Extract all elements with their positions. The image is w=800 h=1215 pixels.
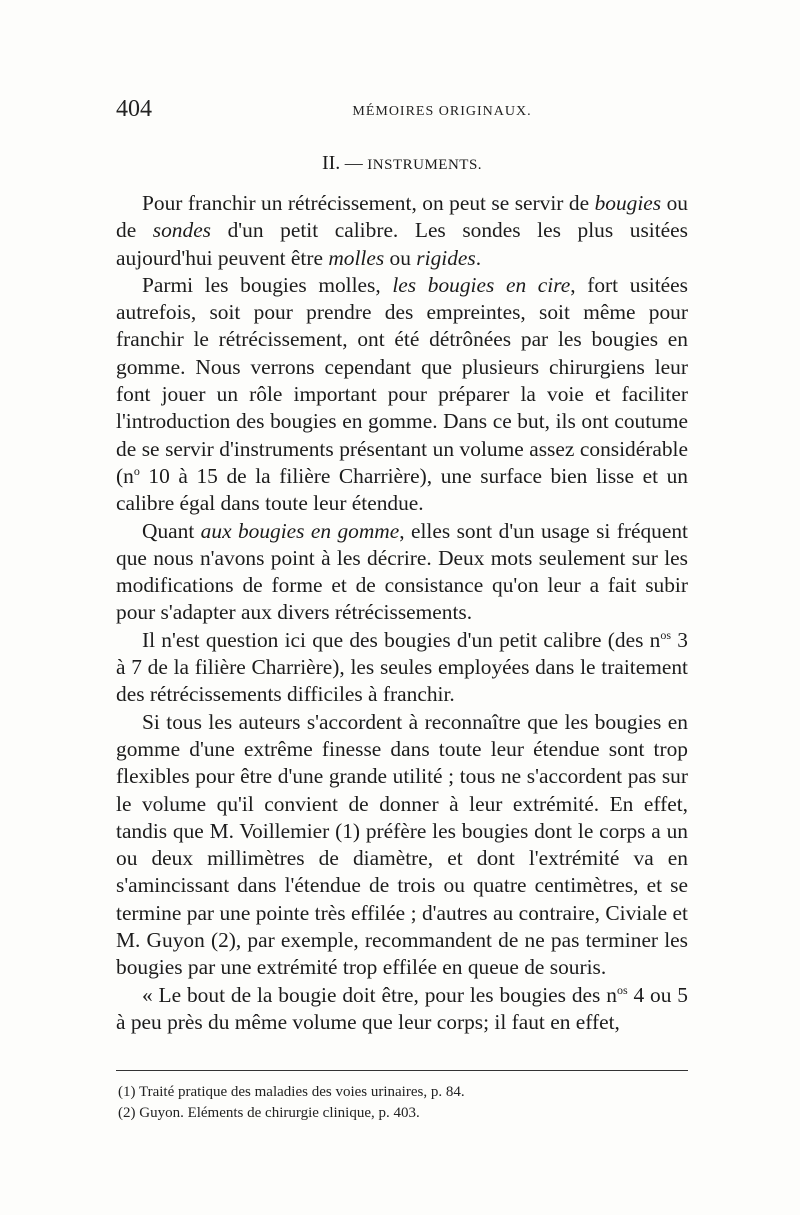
text-run: « Le bout de la bougie doit être, pour les bougies des n [142, 982, 617, 1007]
text-run: Quant [142, 518, 201, 543]
footnote-2: (2) Guyon. Eléments de chirurgie clinique, p. 403. [118, 1105, 420, 1121]
italic-term: rigides [416, 245, 476, 270]
section-heading [116, 152, 688, 175]
text-run: ou [384, 245, 417, 270]
paragraph-6 [116, 982, 688, 1037]
superscript: os [660, 627, 672, 642]
italic-term: bougies [594, 191, 662, 215]
footnotes [118, 1082, 688, 1124]
paragraph-5 [116, 709, 688, 982]
superscript: o [133, 463, 140, 478]
text-run: d'un petit calibre. Les sondes les plus usitées aujourd'hui peuvent être [116, 218, 688, 270]
text-run: 3 à 7 de la filière Charrière), les seules employées dans le traitement des rétrécissements difficiles à franchir. [116, 627, 688, 707]
italic-term: sondes [152, 218, 212, 243]
text-run: . [475, 245, 482, 270]
body-text [116, 190, 688, 1036]
running-title: MÉMOIRES ORIGINAUX. [352, 104, 532, 119]
text-run: Il n'est question ici que des bougies d'un petit calibre (des n [142, 627, 661, 652]
text-run: 10 à 15 de la filière Charrière), une surface bien lisse et un calibre égal dans toute leur étendue. [116, 463, 688, 516]
footnote-1: (1) Traité pratique des maladies des voies urinaires, p. 84. [118, 1084, 465, 1100]
paragraph-3 [116, 518, 688, 627]
section-dash: — [340, 153, 368, 173]
text-run: , fort usitées autrefois, soit pour prendre des empreintes, soit même pour franchir le rétrécissement, ont été détrônées par les bougies en gomme. Nous verrons cependant que plusieurs chirurgiens leur font jouer un rôle important pour préparer la voie et faciliter l'introduction des bougies en gomme. Dans ce but, ils ont coutume de se servir d'instruments présentant un volume assez considérable (n [116, 272, 688, 488]
paragraph-4 [116, 627, 688, 709]
italic-term: aux bougies en gomme [200, 518, 400, 543]
italic-term: molles [328, 245, 385, 270]
paragraph-1 [116, 190, 688, 272]
page-number: 404 [116, 96, 152, 122]
text-run: 4 ou 5 à peu près du même volume que leur corps; il faut en effet, [116, 982, 688, 1034]
text-run: Parmi les bougies molles, [142, 272, 393, 297]
running-head [116, 96, 688, 126]
section-numeral: II. [321, 152, 341, 174]
text-run: , elles sont d'un usage si fréquent que nous n'avons point à les décrire. Deux mots seulement sur les modifications de forme et de consistance qu'on leur a fait subir pour s'adapter aux divers rétrécissements. [116, 518, 688, 625]
footnote-divider [116, 1070, 688, 1071]
superscript: os [616, 982, 628, 997]
section-title: INSTRUMENTS. [367, 157, 483, 173]
paragraph-2 [116, 272, 688, 518]
text-run: Pour franchir un rétrécissement, on peut se servir de [142, 191, 595, 215]
italic-term: les bougies en cire [392, 272, 571, 297]
text-run: ou de [116, 191, 688, 243]
text-run: Si tous les auteurs s'accordent à reconnaître que les bougies en gomme d'une extrême finesse dans toute leur étendue sont trop flexibles pour être d'une grande utilité ; tous ne s'accordent pas sur le volume qu'il convient de donner à leur extrémité. En effet, tandis que M. Voillemier (1) préfère les bougies dont le corps a un ou deux millimètres de diamètre, et dont l'extrémité va en s'amincissant dans l'étendue de trois ou quatre centimètres, et se termine par une pointe très effilée ; d'autres au contraire, Civiale et M. Guyon (2), par exemple, recommandent de ne pas terminer les bougies par une extrémité trop effilée en queue de souris. [116, 709, 688, 980]
